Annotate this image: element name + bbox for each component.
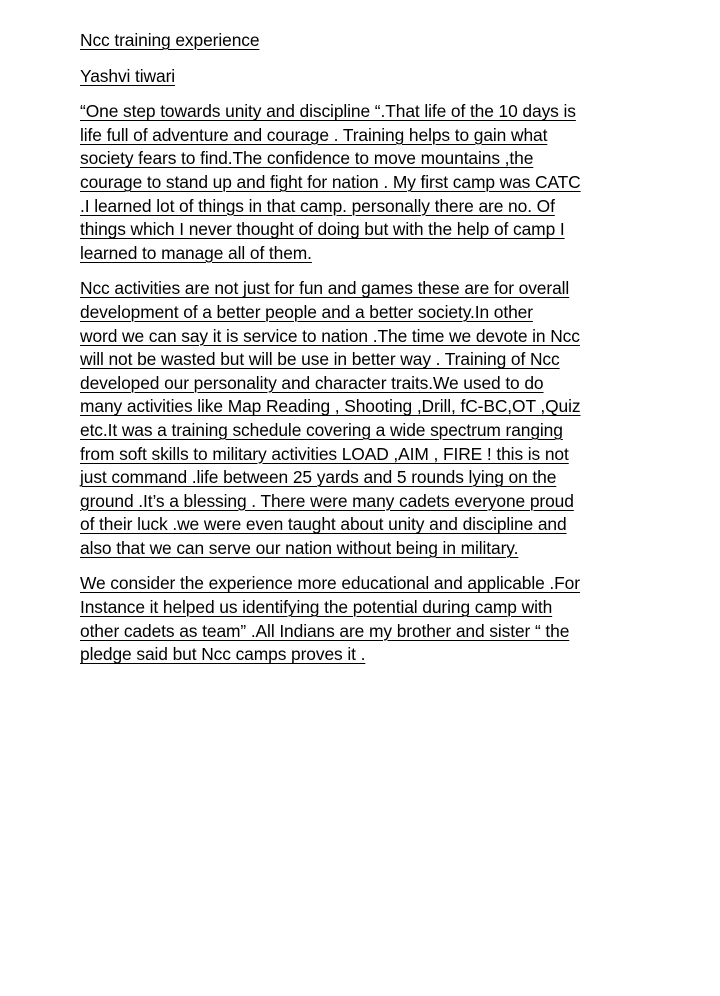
paragraph-line: ground .It’s a blessing . There were many cadets everyone proud — [80, 490, 574, 511]
paragraph-3 — [80, 572, 684, 666]
paragraph-1 — [80, 100, 684, 265]
paragraph-line: Ncc activities are not just for fun and games these are for overall — [80, 278, 570, 299]
paragraph-line: learned to manage all of them. — [80, 242, 312, 263]
paragraph-line: also that we can serve our nation without being in military. — [80, 537, 519, 558]
paragraph-line: will not be wasted but will be use in better way . Training of Ncc — [80, 349, 560, 370]
paragraph-line: We consider the experience more educational and applicable .For — [80, 573, 580, 594]
document-author: Yashvi tiwari — [80, 65, 176, 86]
paragraph-line: word we can say it is service to nation .The time we devote in Ncc — [80, 325, 580, 346]
document-title: Ncc training experience — [80, 30, 260, 50]
paragraph-line: things which I never thought of doing but with the help of camp I — [80, 219, 565, 240]
paragraph-line: .I learned lot of things in that camp. personally there are no. Of — [80, 195, 555, 216]
paragraph-2 — [80, 277, 684, 560]
paragraph-line: of their luck .we were even taught about unity and discipline and — [80, 514, 567, 535]
document-page — [80, 29, 684, 679]
paragraph-line: from soft skills to military activities LOAD ,AIM , FIRE ! this is not — [80, 443, 569, 464]
paragraph-line: etc.It was a training schedule covering a wide spectrum ranging — [80, 419, 563, 440]
paragraph-line: other cadets as team” .All Indians are my brother and sister “ the — [80, 620, 570, 641]
paragraph-line: Instance it helped us identifying the potential during camp with — [80, 597, 553, 618]
paragraph-line: life full of adventure and courage . Training helps to gain what — [80, 124, 548, 145]
paragraph-line: developed our personality and character traits.We used to do — [80, 372, 544, 393]
paragraph-line: development of a better people and a better society.In other — [80, 301, 533, 322]
paragraph-line: pledge said but Ncc camps proves it . — [80, 644, 366, 665]
paragraph-line: society fears to find.The confidence to move mountains ,the — [80, 148, 534, 169]
paragraph-line: courage to stand up and fight for nation . My first camp was CATC — [80, 171, 581, 192]
paragraph-line: “One step towards unity and discipline “.That life of the 10 days is — [80, 101, 576, 122]
paragraph-line: just command .life between 25 yards and 5 rounds lying on the — [80, 467, 557, 488]
paragraph-line: many activities like Map Reading , Shooting ,Drill, fC-BC,OT ,Quiz — [80, 396, 581, 417]
